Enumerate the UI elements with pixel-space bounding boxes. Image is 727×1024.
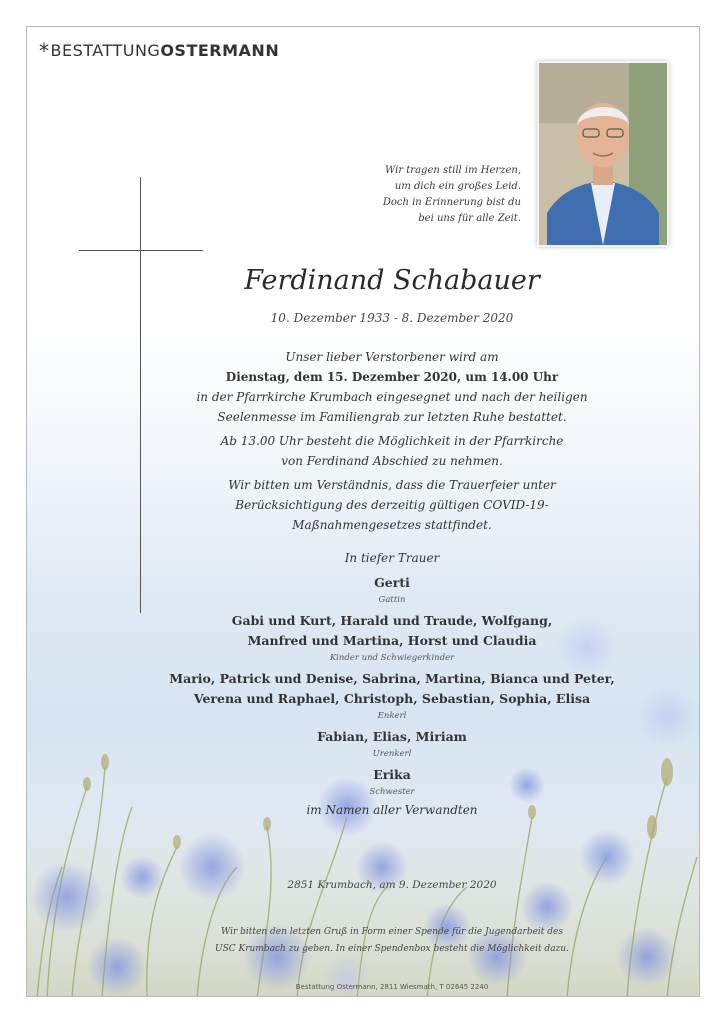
- life-dates: 10. Dezember 1933 - 8. Dezember 2020: [270, 311, 514, 325]
- mourner-names: Manfred und Martina, Horst und Claudia: [247, 633, 537, 648]
- mourner-relation: Enkerl: [377, 711, 407, 721]
- mourners-list: In tiefer Trauer Gerti Gattin Gabi und Kurt, Harald und Traude, Wolfgang, Manfred und Martina, Horst und Claudia Kinder und Schwiegerkinder Mario, Patrick und Denise, Sabrina, Martina, Bianca und Peter, Verena und Raphael, Christoph, Sebastian, Sophia, Elisa Enkerl Fabian, Elias, Miriam Urenkerl Erika Schwester im Namen aller Verwandten: [117, 551, 667, 817]
- funeral-notice: Unser lieber Verstorbener wird am Dienstag, dem 15. Dezember 2020, um 14.00 Uhr in der Pfarrkirche Krumbach eingesegnet und nach der heiligen Seelenmesse im Familiengrab zur letzten Ruhe bestattet. Ab 13.00 Uhr besteht die Möglichkeit in der Pfarrkirche von Ferdinand Abschied zu nehmen. Wir bitten um Verständnis, dass die Trauerfeier unter Berücksichtigung des derzeitig gültigen COVID-19- Maßnahmengesetzes stattfindet.: [117, 347, 667, 535]
- donation-note: Wir bitten den letzten Gruß in Form einer Spende für die Jugendarbeit des USC Krumbach zu geben. In einer Spendenbox besteht die Möglichkeit dazu.: [215, 927, 569, 954]
- mourner-relation: Kinder und Schwiegerkinder: [329, 653, 455, 663]
- portrait-image: [539, 63, 667, 245]
- footer-contact: Bestattung Ostermann, 2811 Wiesmath, T 02645 2240: [295, 983, 489, 991]
- mourner-names: Mario, Patrick und Denise, Sabrina, Martina, Bianca und Peter,: [169, 671, 615, 686]
- memorial-verse: Wir tragen still im Herzen, um dich ein großes Leid. Doch in Erinnerung bist du bei uns für alle Zeit.: [382, 165, 521, 224]
- funeral-home-logo: *BESTATTUNGOSTERMANN: [39, 39, 280, 63]
- mourner-relation: Gattin: [378, 595, 406, 605]
- funeral-date-time: Dienstag, dem 15. Dezember 2020, um 14.00 Uhr: [225, 370, 559, 384]
- mourner-names: Erika: [373, 767, 411, 782]
- portrait-photo: [537, 61, 669, 247]
- obituary-card: [26, 26, 700, 997]
- mourner-names: Gabi und Kurt, Harald und Traude, Wolfgang,: [231, 613, 553, 628]
- cross-horizontal-bar: [79, 250, 203, 251]
- mourner-relation: Urenkerl: [372, 749, 412, 759]
- place-date: 2851 Krumbach, am 9. Dezember 2020: [287, 879, 497, 891]
- closing-line: im Namen aller Verwandten: [306, 803, 478, 817]
- mourner-names: Gerti: [374, 575, 410, 590]
- mourner-names: Fabian, Elias, Miriam: [317, 729, 467, 744]
- mourner-names: Verena und Raphael, Christoph, Sebastian, Sophia, Elisa: [193, 691, 591, 706]
- mourner-relation: Schwester: [369, 787, 415, 797]
- deceased-name: Ferdinand Schabauer: [244, 265, 540, 296]
